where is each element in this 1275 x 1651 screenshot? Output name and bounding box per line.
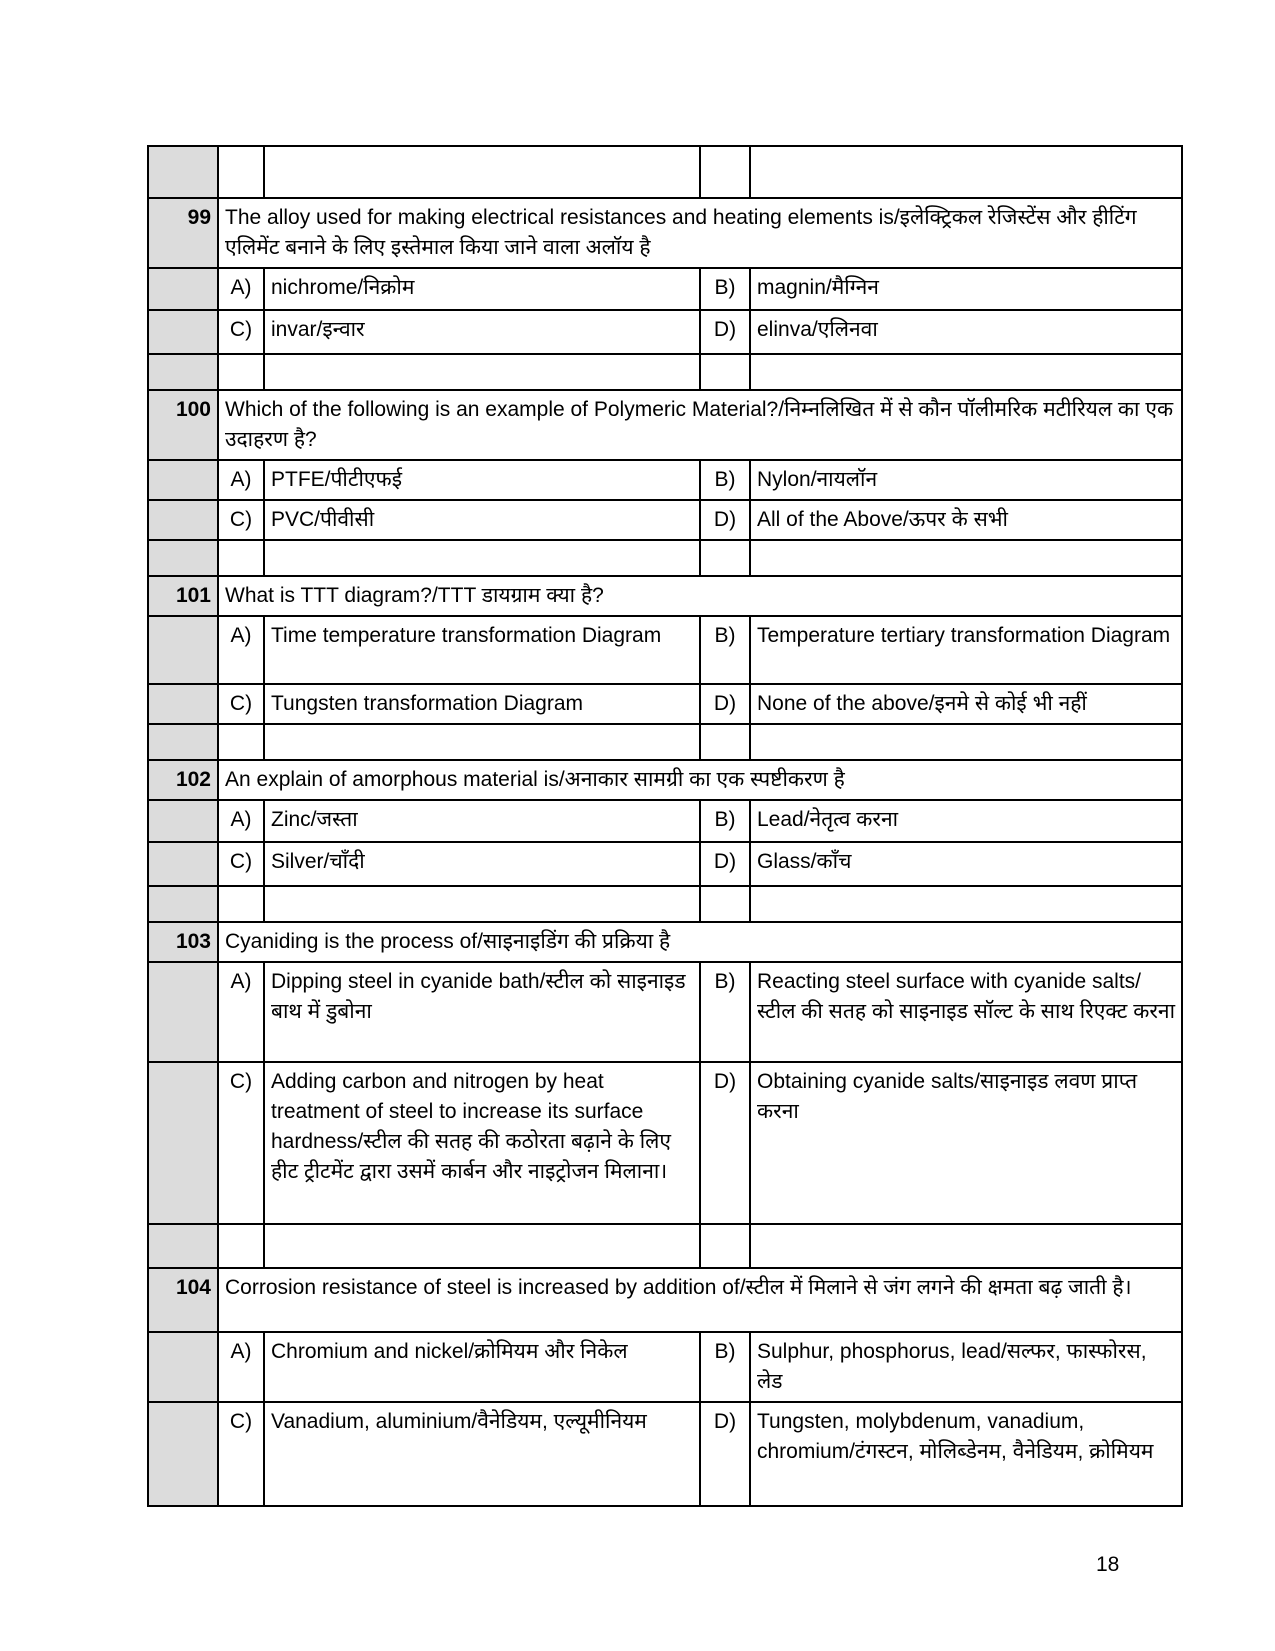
question-number: 103: [148, 922, 218, 962]
spacer-row: [148, 886, 1182, 922]
question-row-99: [148, 198, 1182, 268]
empty-cell: [264, 724, 700, 760]
question-number: 100: [148, 390, 218, 460]
option-text-a: Chromium and nickel/क्रोमियम और निकेल: [264, 1332, 700, 1402]
option-text-d: Glass/काँच: [750, 842, 1182, 886]
option-label-b: B): [700, 962, 750, 1062]
option-text-a: Time temperature transformation Diagram: [264, 616, 700, 684]
empty-cell: [264, 354, 700, 390]
option-text-a: Dipping steel in cyanide bath/स्टील को साइनाइड बाथ में डुबोना: [264, 962, 700, 1062]
option-label-a: A): [218, 1332, 264, 1402]
empty-cell: [750, 146, 1182, 198]
empty-cell: [218, 540, 264, 576]
number-cell-empty: [148, 500, 218, 540]
option-label-b: B): [700, 800, 750, 842]
options-row-ab-100: [148, 460, 1182, 500]
empty-cell: [264, 540, 700, 576]
question-row-100: [148, 390, 1182, 460]
option-text-a: PTFE/पीटीएफई: [264, 460, 700, 500]
number-cell-empty: [148, 310, 218, 354]
options-row-cd-100: [148, 500, 1182, 540]
empty-cell: [218, 1224, 264, 1268]
spacer-row: [148, 1224, 1182, 1268]
option-text-d: None of the above/इनमे से कोई भी नहीं: [750, 684, 1182, 724]
option-label-c: C): [218, 310, 264, 354]
option-label-d: D): [700, 500, 750, 540]
empty-cell: [218, 354, 264, 390]
empty-cell: [700, 724, 750, 760]
spacer-row: [148, 354, 1182, 390]
empty-cell: [700, 354, 750, 390]
option-label-c: C): [218, 842, 264, 886]
option-label-a: A): [218, 268, 264, 310]
question-row-104: [148, 1268, 1182, 1332]
question-number: 99: [148, 198, 218, 268]
option-label-d: D): [700, 1402, 750, 1506]
option-label-a: A): [218, 460, 264, 500]
question-text: The alloy used for making electrical resistances and heating elements is/इलेक्ट्रिकल रेजिस्टेंस और हीटिंग एलिमेंट बनाने के लिए इस्तेमाल किया जाने वाला अलॉय है: [218, 198, 1182, 268]
options-row-ab-102: [148, 800, 1182, 842]
empty-cell: [264, 1224, 700, 1268]
option-label-a: A): [218, 800, 264, 842]
option-text-d: Obtaining cyanide salts/साइनाइड लवण प्राप्त करना: [750, 1062, 1182, 1224]
number-cell-empty: [148, 842, 218, 886]
options-row-ab-99: [148, 268, 1182, 310]
option-text-c: PVC/पीवीसी: [264, 500, 700, 540]
option-text-c: Vanadium, aluminium/वैनेडियम, एल्यूमीनियम: [264, 1402, 700, 1506]
options-row-ab-103: [148, 962, 1182, 1062]
options-row-cd-101: [148, 684, 1182, 724]
question-row-102: [148, 760, 1182, 800]
number-cell-empty: [148, 1062, 218, 1224]
option-label-c: C): [218, 684, 264, 724]
option-label-c: C): [218, 1402, 264, 1506]
spacer-row: [148, 724, 1182, 760]
empty-cell: [700, 146, 750, 198]
number-cell-empty: [148, 962, 218, 1062]
empty-cell: [750, 540, 1182, 576]
option-text-d: elinva/एलिनवा: [750, 310, 1182, 354]
number-cell-empty: [148, 146, 218, 198]
question-text: An explain of amorphous material is/अनाकार सामग्री का एक स्पष्टीकरण है: [218, 760, 1182, 800]
option-text-b: magnin/मैग्निन: [750, 268, 1182, 310]
number-cell-empty: [148, 616, 218, 684]
empty-cell: [218, 146, 264, 198]
number-cell-empty: [148, 886, 218, 922]
spacer-row: [148, 540, 1182, 576]
option-text-c: invar/इन्वार: [264, 310, 700, 354]
question-number: 104: [148, 1268, 218, 1332]
option-label-b: B): [700, 268, 750, 310]
option-text-c: Adding carbon and nitrogen by heat treatment of steel to increase its surface hardness/स्टील की सतह की कठोरता बढ़ाने के लिए हीट ट्रीटमेंट द्वारा उसमें कार्बन और नाइट्रोजन मिलाना।: [264, 1062, 700, 1224]
option-text-b: Lead/नेतृत्व करना: [750, 800, 1182, 842]
option-label-b: B): [700, 616, 750, 684]
empty-cell: [750, 724, 1182, 760]
option-text-b: Sulphur, phosphorus, lead/सल्फर, फास्फोरस, लेड: [750, 1332, 1182, 1402]
number-cell-empty: [148, 540, 218, 576]
option-text-d: All of the Above/ऊपर के सभी: [750, 500, 1182, 540]
question-text: Cyaniding is the process of/साइनाइडिंग की प्रक्रिया है: [218, 922, 1182, 962]
spacer-row: [148, 146, 1182, 198]
number-cell-empty: [148, 1332, 218, 1402]
number-cell-empty: [148, 460, 218, 500]
question-row-103: [148, 922, 1182, 962]
option-label-b: B): [700, 1332, 750, 1402]
option-label-c: C): [218, 500, 264, 540]
options-row-cd-103: [148, 1062, 1182, 1224]
question-text: Corrosion resistance of steel is increased by addition of/स्टील में मिलाने से जंग लगने की क्षमता बढ़ जाती है।: [218, 1268, 1182, 1332]
option-text-b: Temperature tertiary transformation Diagram: [750, 616, 1182, 684]
empty-cell: [700, 540, 750, 576]
options-row-ab-104: [148, 1332, 1182, 1402]
number-cell-empty: [148, 684, 218, 724]
option-text-c: Tungsten transformation Diagram: [264, 684, 700, 724]
option-text-c: Silver/चाँदी: [264, 842, 700, 886]
empty-cell: [750, 1224, 1182, 1268]
question-number: 102: [148, 760, 218, 800]
empty-cell: [264, 146, 700, 198]
option-text-a: Zinc/जस्ता: [264, 800, 700, 842]
empty-cell: [750, 886, 1182, 922]
empty-cell: [700, 1224, 750, 1268]
number-cell-empty: [148, 800, 218, 842]
options-row-ab-101: [148, 616, 1182, 684]
empty-cell: [264, 886, 700, 922]
option-label-b: B): [700, 460, 750, 500]
number-cell-empty: [148, 354, 218, 390]
option-label-d: D): [700, 1062, 750, 1224]
page-number: 18: [1096, 1553, 1120, 1576]
empty-cell: [218, 886, 264, 922]
number-cell-empty: [148, 1224, 218, 1268]
option-text-d: Tungsten, molybdenum, vanadium, chromium/टंगस्टन, मोलिब्डेनम, वैनेडियम, क्रोमियम: [750, 1402, 1182, 1506]
empty-cell: [700, 886, 750, 922]
number-cell-empty: [148, 724, 218, 760]
options-row-cd-99: [148, 310, 1182, 354]
option-label-d: D): [700, 310, 750, 354]
options-row-cd-102: [148, 842, 1182, 886]
option-text-a: nichrome/निक्रोम: [264, 268, 700, 310]
options-row-cd-104: [148, 1402, 1182, 1506]
empty-cell: [750, 354, 1182, 390]
question-number: 101: [148, 576, 218, 616]
empty-cell: [218, 724, 264, 760]
number-cell-empty: [148, 1402, 218, 1506]
option-label-d: D): [700, 842, 750, 886]
option-text-b: Nylon/नायलॉन: [750, 460, 1182, 500]
option-label-d: D): [700, 684, 750, 724]
option-label-a: A): [218, 616, 264, 684]
number-cell-empty: [148, 268, 218, 310]
option-label-c: C): [218, 1062, 264, 1224]
option-text-b: Reacting steel surface with cyanide salts/स्टील की सतह को साइनाइड सॉल्ट के साथ रिएक्ट करना: [750, 962, 1182, 1062]
question-text: What is TTT diagram?/TTT डायग्राम क्या है?: [218, 576, 1182, 616]
question-table: [147, 145, 1183, 1507]
question-row-101: [148, 576, 1182, 616]
option-label-a: A): [218, 962, 264, 1062]
question-text: Which of the following is an example of Polymeric Material?/निम्नलिखित में से कौन पॉलीमरिक मटीरियल का एक उदाहरण है?: [218, 390, 1182, 460]
